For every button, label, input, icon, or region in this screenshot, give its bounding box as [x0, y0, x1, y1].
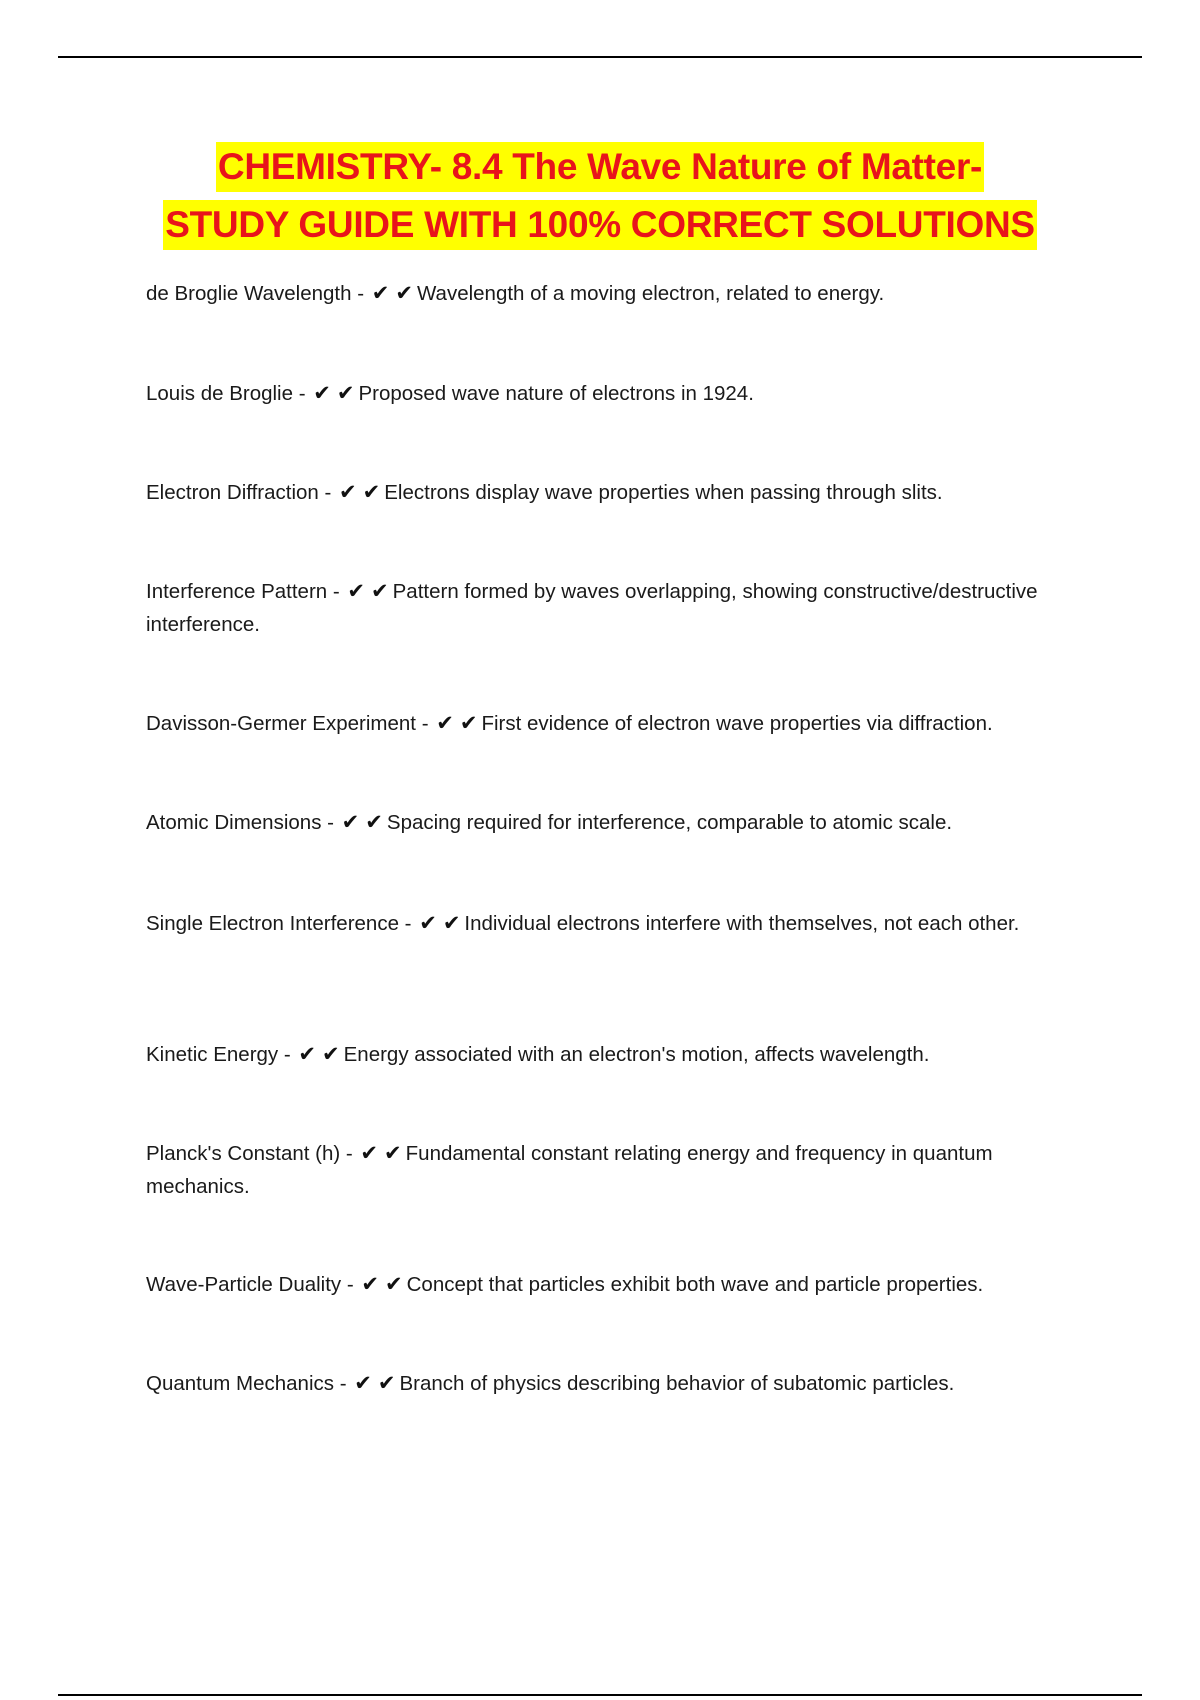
entry-term: Wave-Particle Duality — [146, 1273, 342, 1296]
check-icon: ✔ — [419, 911, 437, 935]
list-item — [146, 1038, 1086, 1071]
list-item — [146, 907, 1086, 940]
entry-separator: - — [351, 282, 370, 305]
entry-definition: Individual electrons interfere with themselves, not each other. — [464, 912, 1020, 935]
check-icon: ✔ — [298, 1042, 317, 1066]
check-icon: ✔ — [442, 911, 461, 935]
entry-separator: - — [398, 912, 418, 935]
entry-separator: - — [321, 811, 340, 834]
entry-definition: Energy associated with an electron's motion, affects wavelength. — [343, 1043, 930, 1066]
check-icon: ✔ — [313, 381, 331, 405]
title-line-2: STUDY GUIDE WITH 100% CORRECT SOLUTIONS — [163, 200, 1037, 250]
list-item — [146, 1367, 1086, 1400]
page-title — [0, 142, 1200, 250]
check-icon: ✔ — [354, 1371, 372, 1395]
check-icon: ✔ — [377, 1371, 396, 1395]
check-icon: ✔ — [322, 1042, 340, 1066]
entry-term: de Broglie Wavelength — [146, 282, 352, 305]
check-icon: ✔ — [365, 810, 383, 834]
entry-separator: - — [341, 1273, 360, 1296]
entry-term: Interference Pattern — [146, 580, 328, 603]
check-icon: ✔ — [436, 711, 454, 735]
bottom-rule — [58, 1694, 1142, 1696]
entry-definition: Pattern formed by waves overlapping, showing constructive/destructive interference. — [146, 580, 1038, 636]
check-icon: ✔ — [371, 281, 390, 305]
check-icon: ✔ — [384, 1141, 402, 1165]
entry-separator: - — [278, 1043, 297, 1066]
entry-term: Atomic Dimensions — [146, 811, 322, 834]
entry-separator: - — [416, 712, 435, 735]
entry-term: Quantum Mechanics — [146, 1372, 335, 1395]
entry-separator: - — [334, 1372, 353, 1395]
entry-definition: Fundamental constant relating energy and frequency in quantum mechanics. — [146, 1142, 993, 1198]
list-item — [146, 707, 1086, 740]
entry-term: Davisson-Germer Experiment — [146, 712, 416, 735]
entry-term: Kinetic Energy — [146, 1043, 279, 1066]
check-icon: ✔ — [336, 381, 355, 405]
title-line-1: CHEMISTRY- 8.4 The Wave Nature of Matter- — [216, 142, 984, 192]
entry-definition: Wavelength of a moving electron, related to energy. — [416, 282, 885, 305]
check-icon: ✔ — [395, 281, 413, 305]
entry-separator: - — [318, 481, 338, 504]
top-rule — [58, 56, 1142, 58]
entry-term: Electron Diffraction — [146, 481, 319, 504]
list-item — [146, 1268, 1086, 1301]
entry-separator: - — [293, 382, 312, 405]
list-item — [146, 377, 1086, 410]
entry-definition: Spacing required for interference, comparable to atomic scale. — [386, 811, 953, 834]
entry-definition: Proposed wave nature of electrons in 1924. — [358, 382, 754, 405]
check-icon: ✔ — [459, 711, 478, 735]
check-icon: ✔ — [347, 579, 366, 603]
entry-term: Single Electron Interference — [146, 912, 399, 935]
list-item — [146, 1137, 1086, 1203]
list-item — [146, 476, 1086, 509]
entry-definition: Concept that particles exhibit both wave and particle properties. — [406, 1273, 984, 1296]
entry-definition: First evidence of electron wave properties via diffraction. — [481, 712, 993, 735]
check-icon: ✔ — [360, 1141, 379, 1165]
entry-term: Louis de Broglie — [146, 382, 294, 405]
check-icon: ✔ — [339, 480, 357, 504]
list-item — [146, 277, 1086, 310]
entry-separator: - — [340, 1142, 359, 1165]
entry-definition: Electrons display wave properties when passing through slits. — [384, 481, 943, 504]
check-icon: ✔ — [385, 1272, 403, 1296]
check-icon: ✔ — [341, 810, 360, 834]
list-item — [146, 575, 1086, 641]
check-icon: ✔ — [371, 579, 389, 603]
check-icon: ✔ — [361, 1272, 380, 1296]
check-icon: ✔ — [362, 480, 381, 504]
entry-definition: Branch of physics describing behavior of subatomic particles. — [399, 1372, 955, 1395]
list-item — [146, 806, 1086, 839]
entry-separator: - — [327, 580, 346, 603]
entry-term: Planck's Constant (h) — [146, 1142, 341, 1165]
